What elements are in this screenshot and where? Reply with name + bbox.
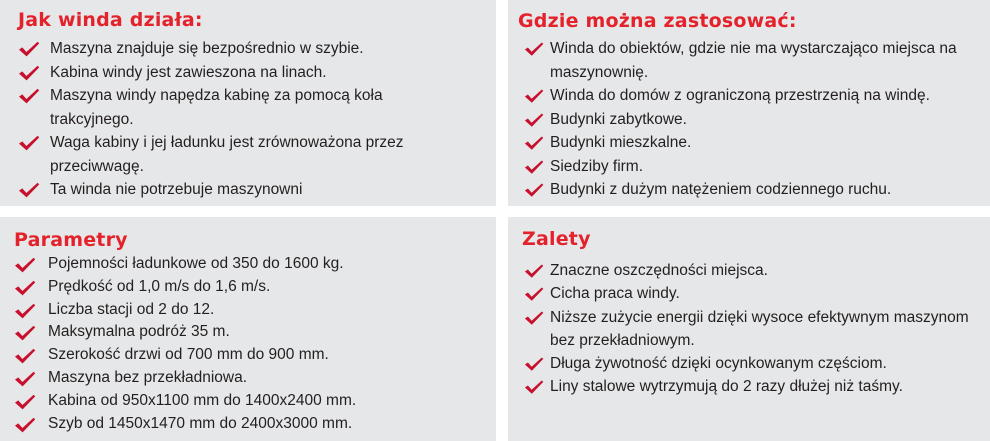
list-item bbox=[14, 413, 454, 436]
check-icon bbox=[18, 182, 40, 198]
where-to-use-panel bbox=[508, 0, 990, 206]
list-item bbox=[522, 37, 990, 84]
list-item bbox=[522, 178, 990, 202]
check-icon bbox=[524, 88, 544, 104]
list-item-text: Budynki z dużym natężeniem codziennego ruchu. bbox=[550, 181, 892, 198]
list-item bbox=[14, 276, 454, 299]
list-item bbox=[522, 259, 982, 282]
list-item bbox=[522, 84, 990, 108]
list-item bbox=[14, 390, 454, 413]
list-item-text: Winda do domów z ograniczoną przestrzenią na windę. bbox=[550, 87, 930, 104]
parameters-title: Parametry bbox=[14, 229, 128, 251]
list-item-text: Maszyna bez przekładniowa. bbox=[48, 368, 248, 386]
check-icon bbox=[14, 280, 36, 296]
list-item-text: Kabina windy jest zawieszona na linach. bbox=[50, 63, 327, 81]
parameters-list bbox=[14, 253, 454, 435]
list-item bbox=[522, 352, 982, 375]
advantages-panel bbox=[508, 217, 990, 441]
check-icon bbox=[14, 394, 36, 410]
list-item bbox=[18, 131, 458, 178]
check-icon bbox=[524, 356, 544, 372]
list-item-text: Maszyna windy napędza kabinę za pomocą koła trakcyjnego. bbox=[50, 87, 383, 128]
check-icon bbox=[14, 325, 36, 341]
list-item-text: Niższe zużycie energii dzięki wysoce efektywnym maszynom bez przekładniowym. bbox=[550, 308, 969, 349]
list-item bbox=[18, 37, 458, 61]
list-item bbox=[522, 375, 982, 398]
list-item bbox=[18, 61, 458, 85]
list-item-text: Liczba stacji od 2 do 12. bbox=[48, 300, 215, 318]
list-item-text: Waga kabiny i jej ładunku jest zrównoważona przez przeciwwagę. bbox=[50, 134, 404, 175]
list-item-text: Maksymalna podróż 35 m. bbox=[48, 323, 230, 341]
check-icon bbox=[18, 41, 40, 57]
list-item bbox=[522, 108, 990, 132]
list-item bbox=[18, 84, 458, 131]
list-item bbox=[14, 344, 454, 367]
parameters-panel bbox=[0, 217, 496, 441]
list-item bbox=[522, 131, 990, 155]
check-icon bbox=[14, 417, 36, 433]
check-icon bbox=[524, 263, 544, 279]
check-icon bbox=[18, 88, 40, 104]
check-icon bbox=[18, 65, 40, 81]
list-item bbox=[522, 155, 990, 179]
check-icon bbox=[524, 379, 544, 395]
list-item-text: Budynki zabytkowe. bbox=[550, 110, 687, 128]
advantages-title: Zalety bbox=[522, 228, 591, 250]
list-item bbox=[14, 253, 454, 276]
check-icon bbox=[524, 135, 544, 151]
check-icon bbox=[524, 310, 544, 326]
list-item-text: Budynki mieszkalne. bbox=[550, 134, 692, 151]
list-item-text: Maszyna znajduje się bezpośrednio w szybie. bbox=[50, 40, 364, 57]
check-icon bbox=[524, 159, 544, 175]
check-icon bbox=[14, 257, 36, 273]
list-item-text: Winda do obiektów, gdzie nie ma wystarczająco miejsca na maszynownię. bbox=[550, 40, 957, 81]
list-item bbox=[522, 282, 982, 305]
how-it-works-panel bbox=[0, 0, 496, 206]
list-item bbox=[18, 178, 458, 202]
check-icon bbox=[18, 135, 40, 151]
advantages-list bbox=[522, 259, 982, 399]
list-item-text: Kabina od 950x1100 mm do 1400x2400 mm. bbox=[48, 391, 357, 409]
where-to-use-title: Gdzie można zastosować: bbox=[518, 10, 797, 32]
where-to-use-list bbox=[522, 37, 990, 202]
check-icon bbox=[524, 112, 544, 128]
list-item-text: Szerokość drzwi od 700 mm do 900 mm. bbox=[48, 346, 329, 364]
list-item bbox=[14, 321, 454, 344]
list-item-text: Długa żywotność dzięki ocynkowanym częściom. bbox=[550, 355, 887, 373]
how-it-works-title: Jak winda działa: bbox=[18, 9, 203, 31]
how-it-works-list bbox=[18, 37, 458, 202]
list-item-text: Cicha praca windy. bbox=[550, 285, 680, 303]
list-item-text: Liny stalowe wytrzymują do 2 razy dłużej niż taśmy. bbox=[550, 378, 903, 396]
list-item-text: Szyb od 1450x1470 mm do 2400x3000 mm. bbox=[48, 414, 353, 432]
list-item-text: Pojemności ładunkowe od 350 do 1600 kg. bbox=[48, 255, 344, 272]
check-icon bbox=[14, 348, 36, 364]
list-item-text: Prędkość od 1,0 m/s do 1,6 m/s. bbox=[48, 277, 271, 295]
check-icon bbox=[14, 303, 36, 319]
check-icon bbox=[524, 182, 544, 198]
check-icon bbox=[524, 41, 544, 57]
list-item-text: Siedziby firm. bbox=[550, 157, 644, 175]
list-item bbox=[522, 306, 982, 353]
list-item bbox=[14, 367, 454, 390]
check-icon bbox=[14, 371, 36, 387]
list-item-text: Znaczne oszczędności miejsca. bbox=[550, 262, 768, 279]
list-item-text: Ta winda nie potrzebuje maszynowni bbox=[50, 181, 303, 198]
check-icon bbox=[524, 286, 544, 302]
list-item bbox=[14, 299, 454, 322]
